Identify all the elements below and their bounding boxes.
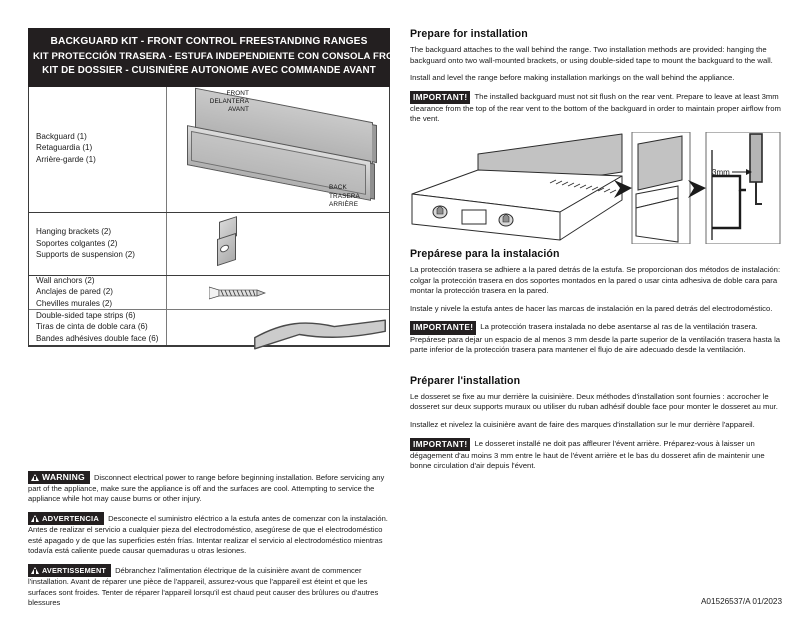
- part-names-tape: [29, 310, 167, 345]
- warning-fr: [28, 564, 394, 608]
- warning-badge-label: WARNING: [42, 472, 85, 483]
- warning-badge-es: [28, 512, 104, 525]
- zoom-arrow-icon: [688, 180, 706, 198]
- table-row: [29, 310, 389, 346]
- parts-column: [28, 28, 419, 347]
- tape-strip-icon: [209, 317, 431, 352]
- section-paragraph-en-2: Install and level the range before making installation markings on the wall behind the appliance.: [410, 73, 735, 83]
- clearance-label: 3mm: [712, 168, 730, 178]
- callout-front: [189, 90, 249, 115]
- important-text-es: La protección trasera instalada no debe asentarse al ras de la ventilación trasera. Prepárese para dejar un espacio de al menos 3 mm desde la parte superior de la ventilación trasera hasta la parte inferior de la protección trasera para mantener el flujo de aire adecuado desde la ventilación.: [410, 322, 781, 355]
- table-row: [29, 213, 389, 276]
- wall-anchor-icon: [209, 286, 271, 300]
- part-illustration-tape: [167, 310, 389, 345]
- warning-triangle-icon: [31, 567, 39, 574]
- callout-back: [329, 184, 385, 209]
- callout-back-es: TRASERA: [329, 192, 360, 200]
- kit-title-fr: KIT DE DOSSIER - CUISINIÈRE AUTONOME AVEC COMMANDE AVANT: [42, 65, 376, 76]
- important-text-en: The installed backguard must not sit flush on the rear vent. Prepare to leave at least 3mm clearance from the top of the rear vent to the bottom of the backguard in order to maintain proper airflow from the vent.: [410, 91, 781, 124]
- part-name-es: Retaguardia (1): [36, 143, 93, 153]
- safety-warnings: [28, 463, 394, 616]
- part-illustration-backguard: [167, 87, 389, 212]
- section-paragraph-fr-1: Le dosseret se fixe au mur derrière la cuisinière. Deux méthodes d'installation sont fournies : accrocher le dosseret sur deux supports muraux ou utiliser du ruban adhésif double face pour monter le dosseret au mur.: [410, 391, 778, 412]
- warning-badge-fr: [28, 564, 111, 577]
- part-name-es: Soportes colgantes (2): [36, 238, 118, 248]
- part-illustration-anchor: [167, 276, 389, 309]
- warning-text-fr: Débranchez l'alimentation électrique de la cuisinière avant de commencer l'installation. Avant de réparer une pièce de l'appareil, assurez-vous que l'appareil est éteint et que les surfaces sont froides. Tenter de réparer l'appareil lorsqu'il est chaud peut causer des brûlures ou d'autres blessures: [28, 566, 379, 608]
- warning-paragraph: [28, 512, 394, 556]
- kit-title-es: KIT PROTECCIÓN TRASERA - ESTUFA INDEPENDIENTE CON CONSOLA FRONTAL: [33, 50, 419, 62]
- range-diagram-svg: [410, 132, 782, 244]
- warning-badge-en: [28, 471, 90, 484]
- section-paragraph-en-1: The backguard attaches to the wall behind the range. Two installation methods are provided: hanging the backguard onto two wall-mounted brackets, or using double-sided tape to mount the backguard to the wall.: [410, 45, 773, 65]
- important-badge-fr: IMPORTANT!: [410, 438, 470, 451]
- part-names-anchors: [29, 276, 167, 309]
- kit-title-banner: [28, 28, 419, 87]
- range-knob-icon: [433, 206, 447, 218]
- range-backguard-illustration: [410, 132, 782, 244]
- document-number: A01526537/A 01/2023: [700, 597, 782, 606]
- part-names-backguard: [29, 87, 167, 212]
- part-name-fr: Supports de suspension (2): [36, 250, 135, 260]
- part-name-fr: Arrière-garde (1): [36, 154, 96, 164]
- hanging-bracket-icon: [215, 219, 241, 269]
- part-name-fr: Bandes adhésives double face (6): [36, 333, 159, 343]
- instructions-column: [410, 28, 782, 472]
- part-name-en: Wall anchors (2): [36, 275, 95, 285]
- section-paragraph-fr-2: Installez et nivelez la cuisinière avant de faire des marques d'installation sur le mur derrière l'appareil.: [410, 419, 755, 429]
- part-illustration-bracket: [167, 213, 389, 275]
- warning-text-en: Disconnect electrical power to range before beginning installation. Before servicing any part of the appliance, make sure the appliance is off and the surfaces are cool. Attempting to service the appliance while hot may cause burns or other injury.: [28, 472, 385, 504]
- important-note-es: [410, 321, 782, 355]
- part-name-es: Anclajes de pared (2): [36, 287, 113, 297]
- part-name-es: Tiras de cinta de doble cara (6): [36, 322, 148, 332]
- warning-triangle-icon: [31, 474, 39, 481]
- callout-front-es: DELANTERA: [209, 97, 249, 105]
- callout-back-en: BACK: [329, 184, 347, 192]
- table-row: [29, 276, 389, 310]
- warning-triangle-icon: [31, 515, 39, 522]
- warning-en: [28, 471, 394, 505]
- callout-front-en: FRONT: [226, 89, 249, 97]
- parts-list-table: [28, 87, 390, 347]
- range-display-icon: [462, 210, 486, 224]
- warning-es: [28, 512, 394, 556]
- important-badge-en: IMPORTANT!: [410, 91, 470, 104]
- range-knob-icon: [499, 214, 513, 226]
- section-heading-en: Prepare for installation: [410, 28, 528, 40]
- important-note-fr: [410, 438, 782, 472]
- part-names-brackets: [29, 213, 167, 275]
- section-heading-fr: Préparer l'installation: [410, 374, 521, 387]
- important-text-fr: Le dosseret installé ne doit pas affleurer l'évent arrière. Préparez-vous à laisser un dégagement d'au moins 3 mm entre le haut de l'évent arrière et le bas du dosseret afin de maintenir une bonne circulation d'air depuis l'évent.: [410, 438, 765, 471]
- table-row: [29, 87, 389, 213]
- section-heading-es: Prepárese para la instalación: [410, 248, 560, 261]
- important-badge-es: IMPORTANTE!: [410, 321, 476, 334]
- part-name-en: Hanging brackets (2): [36, 227, 112, 237]
- warning-badge-label: ADVERTENCIA: [42, 513, 100, 523]
- part-name-fr: Chevilles murales (2): [36, 298, 113, 308]
- warning-text-es: Desconecte el suministro eléctrico a la estufa antes de comenzar con la instalación. Antes de realizar el servicio a cualquier pieza del electrodoméstico, asegúrese de que el electrodoméstico esté apagado y de que las superficies estén frías. Intentar realizar el servicio al electrodoméstico mientras todavía está caliente puede causar quemaduras u otras lesiones.: [28, 514, 388, 556]
- callout-front-fr: AVANT: [228, 106, 249, 114]
- section-paragraph-es-1: La protección trasera se adhiere a la pared detrás de la estufa. Se proporcionan dos métodos de instalación: colgar la protección trasera en dos soportes montados en la pared o usar cinta adhesiva de doble cara para montar la protección trasera en la pared.: [410, 265, 781, 296]
- warning-paragraph: [28, 564, 394, 608]
- warning-paragraph: [28, 471, 394, 505]
- section-paragraph-es-2: Instale y nivele la estufa antes de hacer las marcas de instalación en la pared detrás del electrodoméstico.: [410, 303, 773, 313]
- part-name-en: Backguard (1): [36, 131, 87, 141]
- warning-badge-label: AVERTISSEMENT: [42, 565, 107, 575]
- kit-title-en: BACKGUARD KIT - FRONT CONTROL FREESTANDING RANGES: [50, 36, 368, 47]
- important-note-en: [410, 91, 782, 125]
- part-name-en: Double-sided tape strips (6): [36, 310, 136, 320]
- callout-back-fr: ARRIÈRE: [329, 201, 359, 209]
